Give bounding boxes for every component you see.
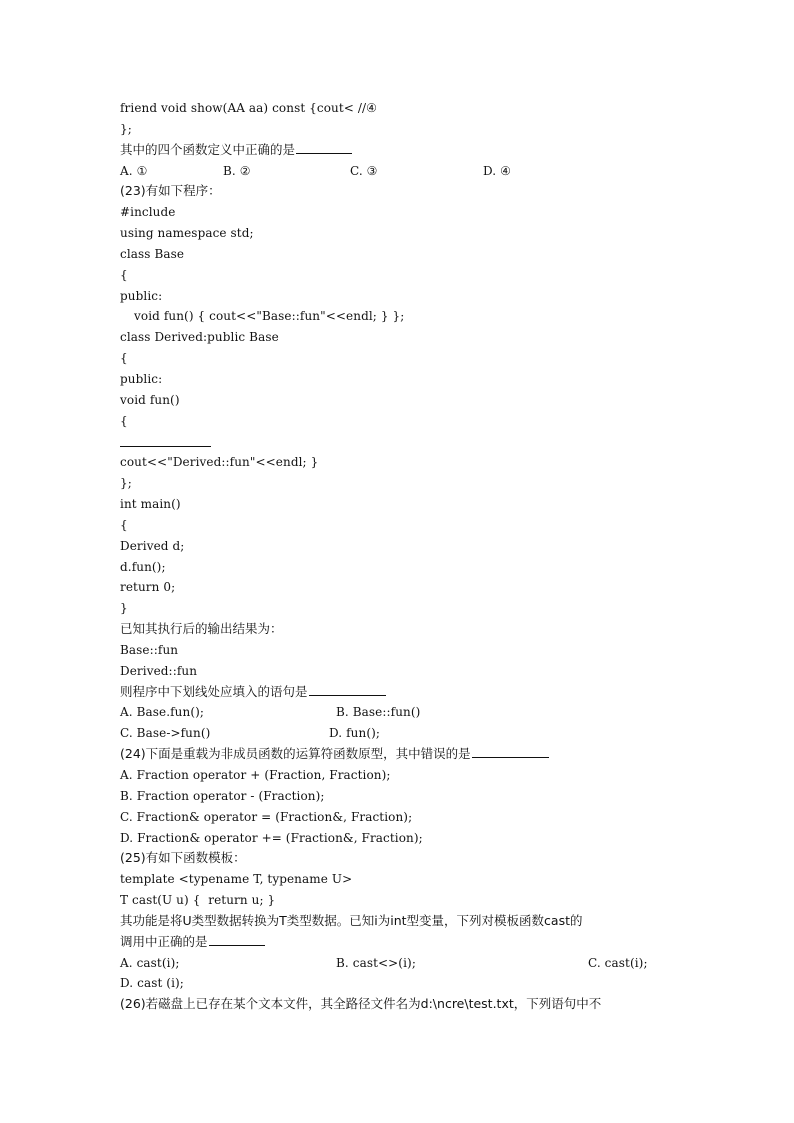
code-line: {: [120, 413, 128, 428]
code-line: void fun(): [120, 392, 180, 407]
option-b: B. Base::fun(): [336, 705, 421, 720]
option-c: C. Base->fun(): [120, 726, 211, 741]
output-line: Base::fun: [120, 642, 179, 657]
question-stem: 则程序中下划线处应填入的语句是: [120, 683, 308, 699]
options-row: [120, 723, 680, 744]
document-page: [120, 98, 680, 1015]
option-c: C. cast(i);: [588, 955, 648, 970]
question-text: 其功能是将U类型数据转换为T类型数据。已知i为int型变量，下列对模板函数cast的: [120, 912, 583, 928]
code-line: class Derived:public Base: [120, 330, 279, 345]
answer-blank: [309, 683, 386, 696]
question-heading: (25)有如下函数模板：: [120, 850, 246, 866]
code-line: T cast(U u) { return u; }: [120, 893, 276, 908]
question-stem: (24)下面是重载为非成员函数的运算符函数原型，其中错误的是: [120, 746, 471, 762]
code-line: }: [120, 601, 128, 616]
question-heading: (23)有如下程序：: [120, 183, 221, 199]
code-line: cout<<"Derived::fun"<<endl; }: [120, 455, 319, 470]
option-a: A. Base.fun();: [120, 705, 205, 720]
question-text: [120, 932, 680, 953]
question-heading: (26)若磁盘上已存在某个文本文件，其全路径文件名为d:\ncre\test.txt，下列语句中不: [120, 996, 602, 1012]
option-c: C. Fraction& operator = (Fraction&, Fraction);: [120, 809, 413, 824]
answer-blank: [296, 141, 352, 154]
option-a: A. ①: [120, 163, 148, 178]
question-text: 已知其执行后的输出结果为：: [120, 621, 283, 637]
option-d: D. cast (i);: [120, 976, 184, 991]
code-line: Derived d;: [120, 538, 185, 553]
output-line: Derived::fun: [120, 663, 198, 678]
option-b: B. cast<>(i);: [336, 955, 416, 970]
code-line: {: [120, 267, 128, 282]
code-line: class Base: [120, 246, 185, 261]
question-text: [120, 140, 680, 161]
code-line: template <typename T, typename U>: [120, 872, 353, 887]
option-a: A. Fraction operator + (Fraction, Fraction);: [120, 768, 391, 782]
question-stem: 调用中正确的是: [120, 933, 208, 949]
option-d: D. ④: [483, 163, 511, 178]
code-line: using namespace std;: [120, 226, 254, 241]
code-line: d.fun();: [120, 559, 166, 574]
option-c: C. ③: [350, 163, 378, 178]
code-line: void fun() { cout<<"Base::fun"<<endl; } };: [134, 309, 405, 324]
option-b: B. Fraction operator - (Fraction);: [120, 788, 325, 803]
answer-blank: [472, 745, 549, 758]
code-line: {: [120, 517, 128, 532]
option-b: B. ②: [223, 163, 251, 178]
code-line: {: [120, 351, 128, 366]
code-line: return 0;: [120, 580, 176, 595]
option-d: D. fun();: [329, 726, 381, 741]
options-row: [120, 953, 680, 974]
code-line: #include: [120, 205, 176, 220]
question-text: [120, 682, 680, 703]
code-line: };: [120, 121, 132, 136]
code-blank-line: [120, 432, 680, 453]
options-row: [120, 702, 680, 723]
answer-blank: [209, 933, 265, 946]
options-row: [120, 161, 680, 182]
answer-blank: [120, 432, 211, 447]
option-d: D. Fraction& operator += (Fraction&, Fraction);: [120, 830, 423, 845]
question-stem: 其中的四个函数定义中正确的是: [120, 141, 296, 157]
question-text: [120, 744, 680, 765]
code-line: public:: [120, 371, 163, 386]
option-a: A. cast(i);: [120, 955, 180, 970]
code-line: friend void show(AA aa) const {cout< //④: [120, 101, 378, 115]
code-line: int main(): [120, 497, 181, 512]
code-line: };: [120, 476, 132, 491]
code-line: public:: [120, 288, 163, 303]
